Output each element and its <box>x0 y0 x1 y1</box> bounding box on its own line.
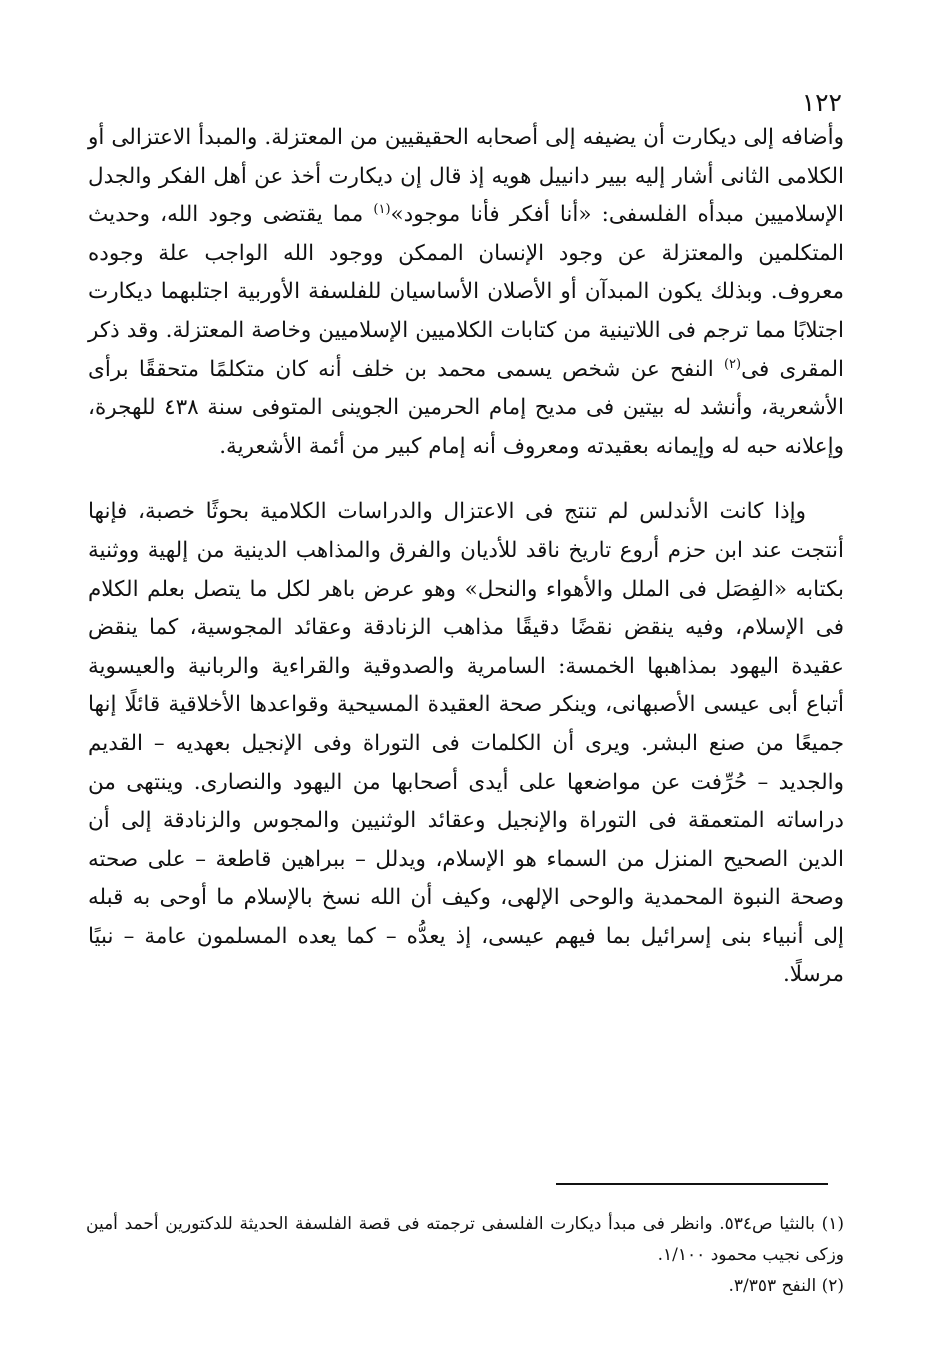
paragraph-1-text-c: النفح عن شخص يسمى محمد بن خلف أنه كان متكلمًا متحققًا برأى الأشعرية، وأنشد له بيتين فى مديح إمام الحرمين الجوينى المتوفى سنة ٤٣٨ للهجرة، وإعلانه حبه له وإيمانه بعقيدته ومعروف أنه إمام كبير من أئمة الأشعرية. <box>88 356 844 459</box>
footnote-2: (٢) النفح ٣/٣٥٣. <box>728 1276 844 1296</box>
page-number: ١٢٢ <box>801 88 842 117</box>
paragraph-2: وإذا كانت الأندلس لم تنتج فى الاعتزال والدراسات الكلامية بحوثًا خصبة، فإنها أنتجت عند ابن حزم أروع تاريخ ناقد للأديان والفرق والمذاهب الدينية من إلهية ووثنية بكتابه «الفِصَل فى الملل والأهواء والنحل» وهو عرض باهر لكل ما يتصل بعلم الكلام فى الإسلام، وفيه ينقض نقضًا دقيقًا مذاهب الزنادقة وعقائد المجوسية، كما ينقض عقيدة اليهود بمذاهبها الخمسة: السامرية والصدوقية والقراءية والربانية والعيسوية أتباع أبى عيسى الأصبهانى، وينكر صحة العقيدة المسيحية وقواعدها الأخلاقية قائلًا إنها جميعًا من صنع البشر. ويرى أن الكلمات فى التوراة وفى الإنجيل بعهديه – القديم والجديد – حُرِّفت عن مواضعها على أيدى أصحابها من اليهود والنصارى. وينتهى من دراساته المتعمقة فى التوراة والإنجيل وعقائد الوثنيين والمجوس والزنادقة إلى أن الدين الصحيح المنزل من السماء هو الإسلام، ويدلل – ببراهين قاطعة – على صحته وصحة النبوة المحمدية والوحى الإلهى، وكيف أن الله نسخ بالإسلام ما أوحى به قبله إلى أنبياء بنى إسرائيل بما فيهم عيسى، إذ يعدُّه – كما يعده المسلمون عامة – نبيًا مرسلًا. <box>88 499 844 988</box>
footnote-ref-1: (١) <box>373 202 391 218</box>
footnote-divider <box>556 1183 828 1185</box>
paragraph-1-text-a: وأضافه إلى ديكارت أن يضيفه إلى أصحابه الحقيقيين من المعتزلة. والمبدأ الاعتزالى أو الكلامى الثانى أشار إليه بيير دانييل هويه إذ قال إن ديكارت أخذ عن أهل الفكر والجدل الإسلاميين مبدأه الفلسفى: «أنا أفكر فأنا موجود» <box>88 125 845 228</box>
paragraph-1-text-b: مما يقتضى وجود الله، وحديث المتكلمين والمعتزلة عن وجود الإنسان الممكن ووجود الله الواجب علة وجوده معروف. وبذلك يكون المبدآن أو الأصلان الأساسيان للفلسفة الأوربية اجتلبهما ديكارت اجتلابًا مما ترجم فى اللاتينية من كتابات الكلاميين الإسلاميين وخاصة المعتزلة. وقد ذكر المقرى فى <box>88 202 844 382</box>
footnote-1: (١) بالنثيا ص٥٣٤. وانظر فى مبدأ ديكارت الفلسفى ترجمته فى قصة الفلسفة الحديثة للدكتورين أحمد أمين وزكى نجيب محمود ١/١٠٠. <box>86 1214 845 1265</box>
footnote-ref-2: (٢) <box>723 356 742 372</box>
paragraph-1 <box>88 119 844 466</box>
main-text <box>88 119 844 995</box>
footnotes <box>86 1209 844 1302</box>
